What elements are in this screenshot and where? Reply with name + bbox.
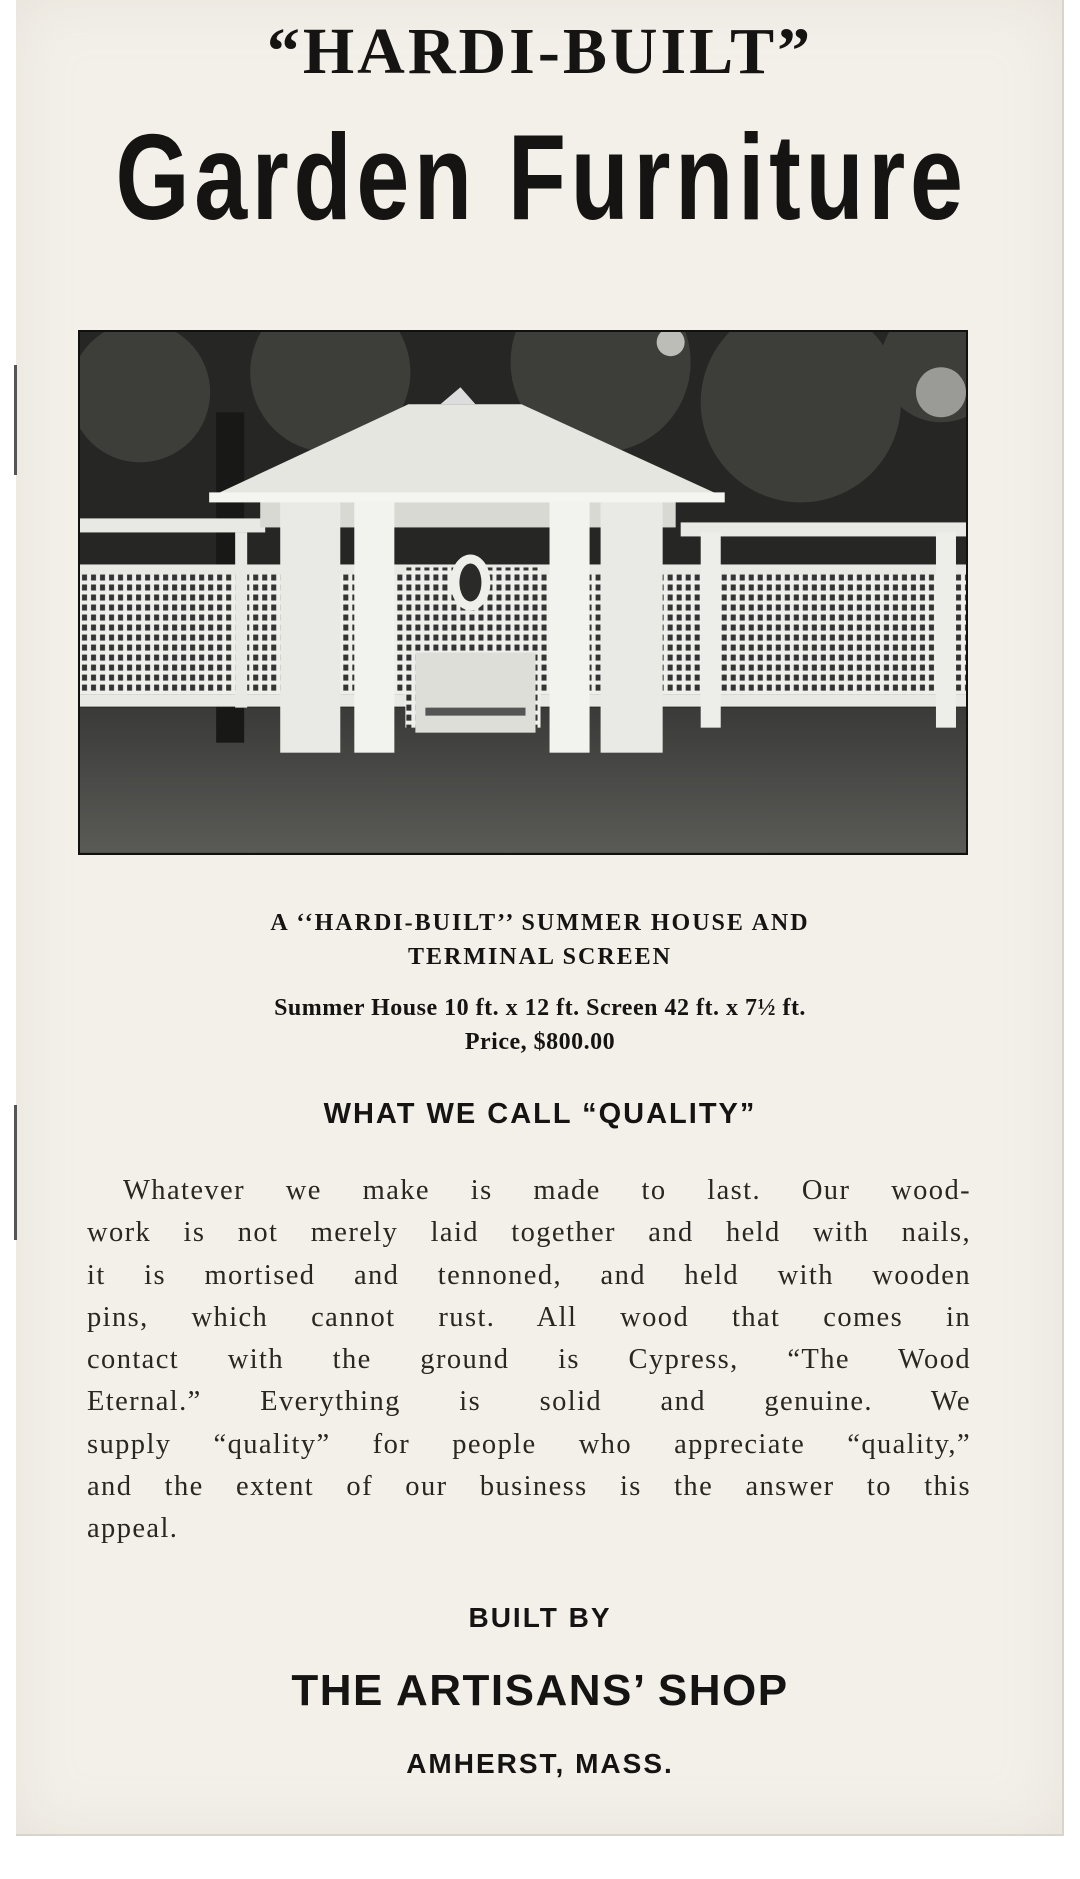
paragraph-line: supply “quality” for people who appreciate “quality,”: [87, 1428, 971, 1460]
caption-line-2: TERMINAL SCREEN: [407, 944, 673, 970]
brand-title: “HARDI-BUILT”: [266, 15, 814, 88]
paragraph-line: it is mortised and tennoned, and held with wooden: [87, 1259, 971, 1291]
company-name: THE ARTISANS’ SHOP: [291, 1666, 789, 1715]
paragraph-line: Whatever we make is made to last. Our wood-: [123, 1175, 971, 1206]
price: Price, $800.00: [464, 1029, 616, 1055]
paragraph-line: Eternal.” Everything is solid and genuine. We: [87, 1386, 971, 1418]
photo-illustration: [80, 332, 966, 853]
summer-house-photo: [78, 330, 968, 855]
paragraph-line: pins, which cannot rust. All wood that comes in: [87, 1301, 971, 1333]
quality-heading: WHAT WE CALL “QUALITY”: [323, 1098, 757, 1130]
paragraph-line: and the extent of our business is the answer to this: [87, 1471, 971, 1503]
built-by-label: BUILT BY: [468, 1602, 612, 1633]
paragraph-line: contact with the ground is Cypress, “The Wood: [87, 1344, 971, 1376]
caption-line-1: A ‘‘HARDI-BUILT’’ SUMMER HOUSE AND: [270, 910, 810, 936]
quality-paragraph: [87, 1170, 971, 1551]
page-title: Garden Furniture: [115, 109, 968, 245]
paragraph-line: appeal.: [87, 1513, 179, 1545]
company-location: AMHERST, MASS.: [406, 1748, 674, 1779]
staple: [14, 365, 17, 475]
dimensions: Summer House 10 ft. x 12 ft. Screen 42 ft. x 7½ ft.: [274, 995, 806, 1021]
paragraph-line: work is not merely laid together and held with nails,: [87, 1217, 971, 1249]
